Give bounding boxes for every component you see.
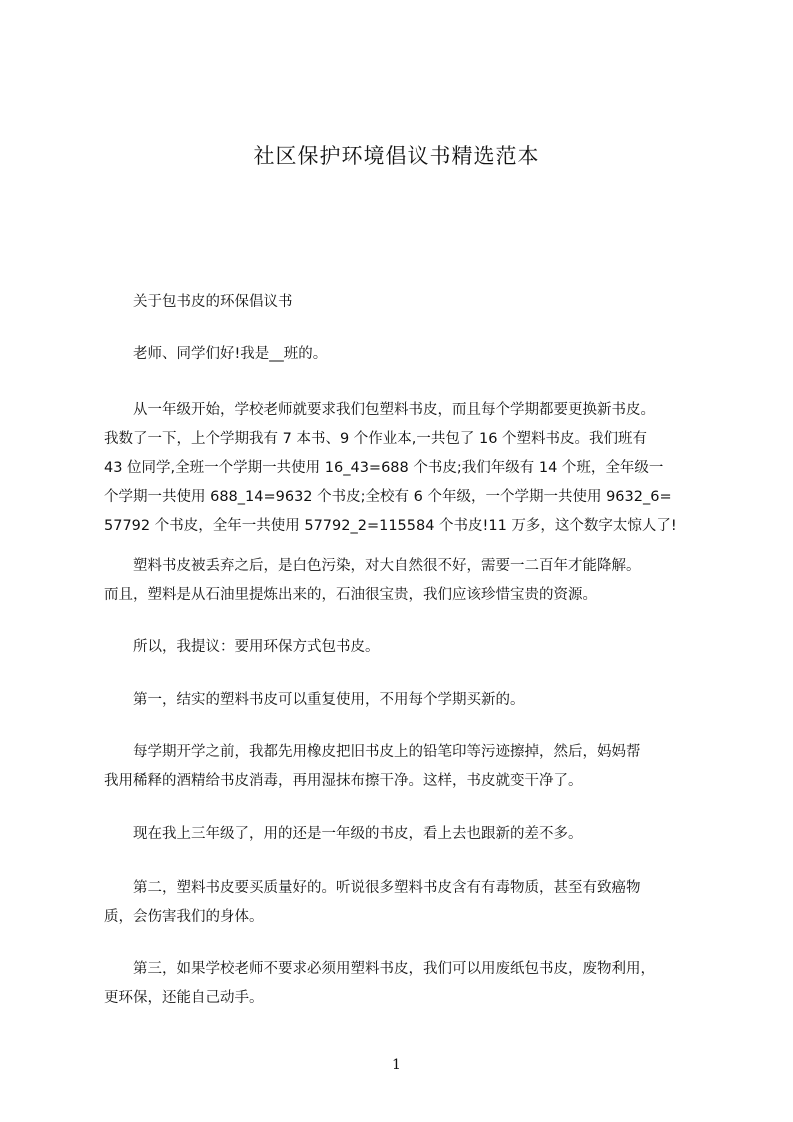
text-line: 43 位同学,全班一个学期一共使用 16_43=688 个书皮;我们年级有 14 个班，全年级一 bbox=[104, 460, 664, 476]
text-line: 57792 个书皮，全年一共使用 57792_2=115584 个书皮!11 万多，这个数字太惊人了! bbox=[104, 518, 677, 534]
text-line: 塑料书皮被丢弃之后，是白色污染，对大自然很不好，需要一二百年才能降解。 bbox=[104, 558, 641, 574]
paragraph-pollution bbox=[104, 552, 696, 610]
text-line: 更环保，还能自己动手。 bbox=[104, 990, 264, 1006]
paragraph-point-two bbox=[104, 874, 696, 932]
text-line: 我数了一下，上个学期我有 7 本书、9 个作业本,一共包了 16 个塑料书皮。我们班有 bbox=[104, 431, 648, 447]
text-line: 第三，如果学校老师不要求必须用塑料书皮，我们可以用废纸包书皮，废物利用， bbox=[104, 961, 655, 977]
text-line: 个学期一共使用 688_14=9632 个书皮;全校有 6 个年级，一个学期一共使用 9632_6= bbox=[104, 489, 672, 505]
paragraph-point-one bbox=[104, 686, 696, 715]
text-line: 每学期开学之前，我都先用橡皮把旧书皮上的铅笔印等污迹擦掉，然后，妈妈帮 bbox=[104, 744, 641, 760]
document-title: 社区保护环境倡议书精选范本 bbox=[253, 144, 540, 168]
text-line: 关于包书皮的环保倡议书 bbox=[104, 294, 293, 310]
paragraph-proposal bbox=[104, 633, 696, 662]
text-line: 从一年级开始，学校老师就要求我们包塑料书皮，而且每个学期都要更换新书皮。 bbox=[104, 402, 655, 418]
paragraph-cleaning bbox=[104, 738, 696, 796]
paragraph-greeting bbox=[104, 340, 696, 369]
text-line: 所以，我提议：要用环保方式包书皮。 bbox=[104, 639, 380, 655]
page-number: 1 bbox=[392, 1057, 401, 1073]
text-line: 现在我上三年级了，用的还是一年级的书皮，看上去也跟新的差不多。 bbox=[104, 826, 583, 842]
paragraph-statistics bbox=[104, 396, 696, 541]
paragraph-point-three bbox=[104, 955, 696, 1013]
text-line: 质，会伤害我们的身体。 bbox=[104, 909, 264, 925]
paragraph-third-grade bbox=[104, 820, 696, 849]
text-line: 我用稀释的酒精给书皮消毒，再用湿抹布擦干净。这样，书皮就变干净了。 bbox=[104, 773, 583, 789]
text-line: 老师、同学们好!我是__班的。 bbox=[104, 346, 328, 362]
text-line: 而且，塑料是从石油里提炼出来的，石油很宝贵，我们应该珍惜宝贵的资源。 bbox=[104, 587, 597, 603]
paragraph-heading bbox=[104, 288, 696, 317]
text-line: 第一，结实的塑料书皮可以重复使用，不用每个学期买新的。 bbox=[104, 692, 525, 708]
text-line: 第二，塑料书皮要买质量好的。听说很多塑料书皮含有有毒物质，甚至有致癌物 bbox=[104, 880, 641, 896]
